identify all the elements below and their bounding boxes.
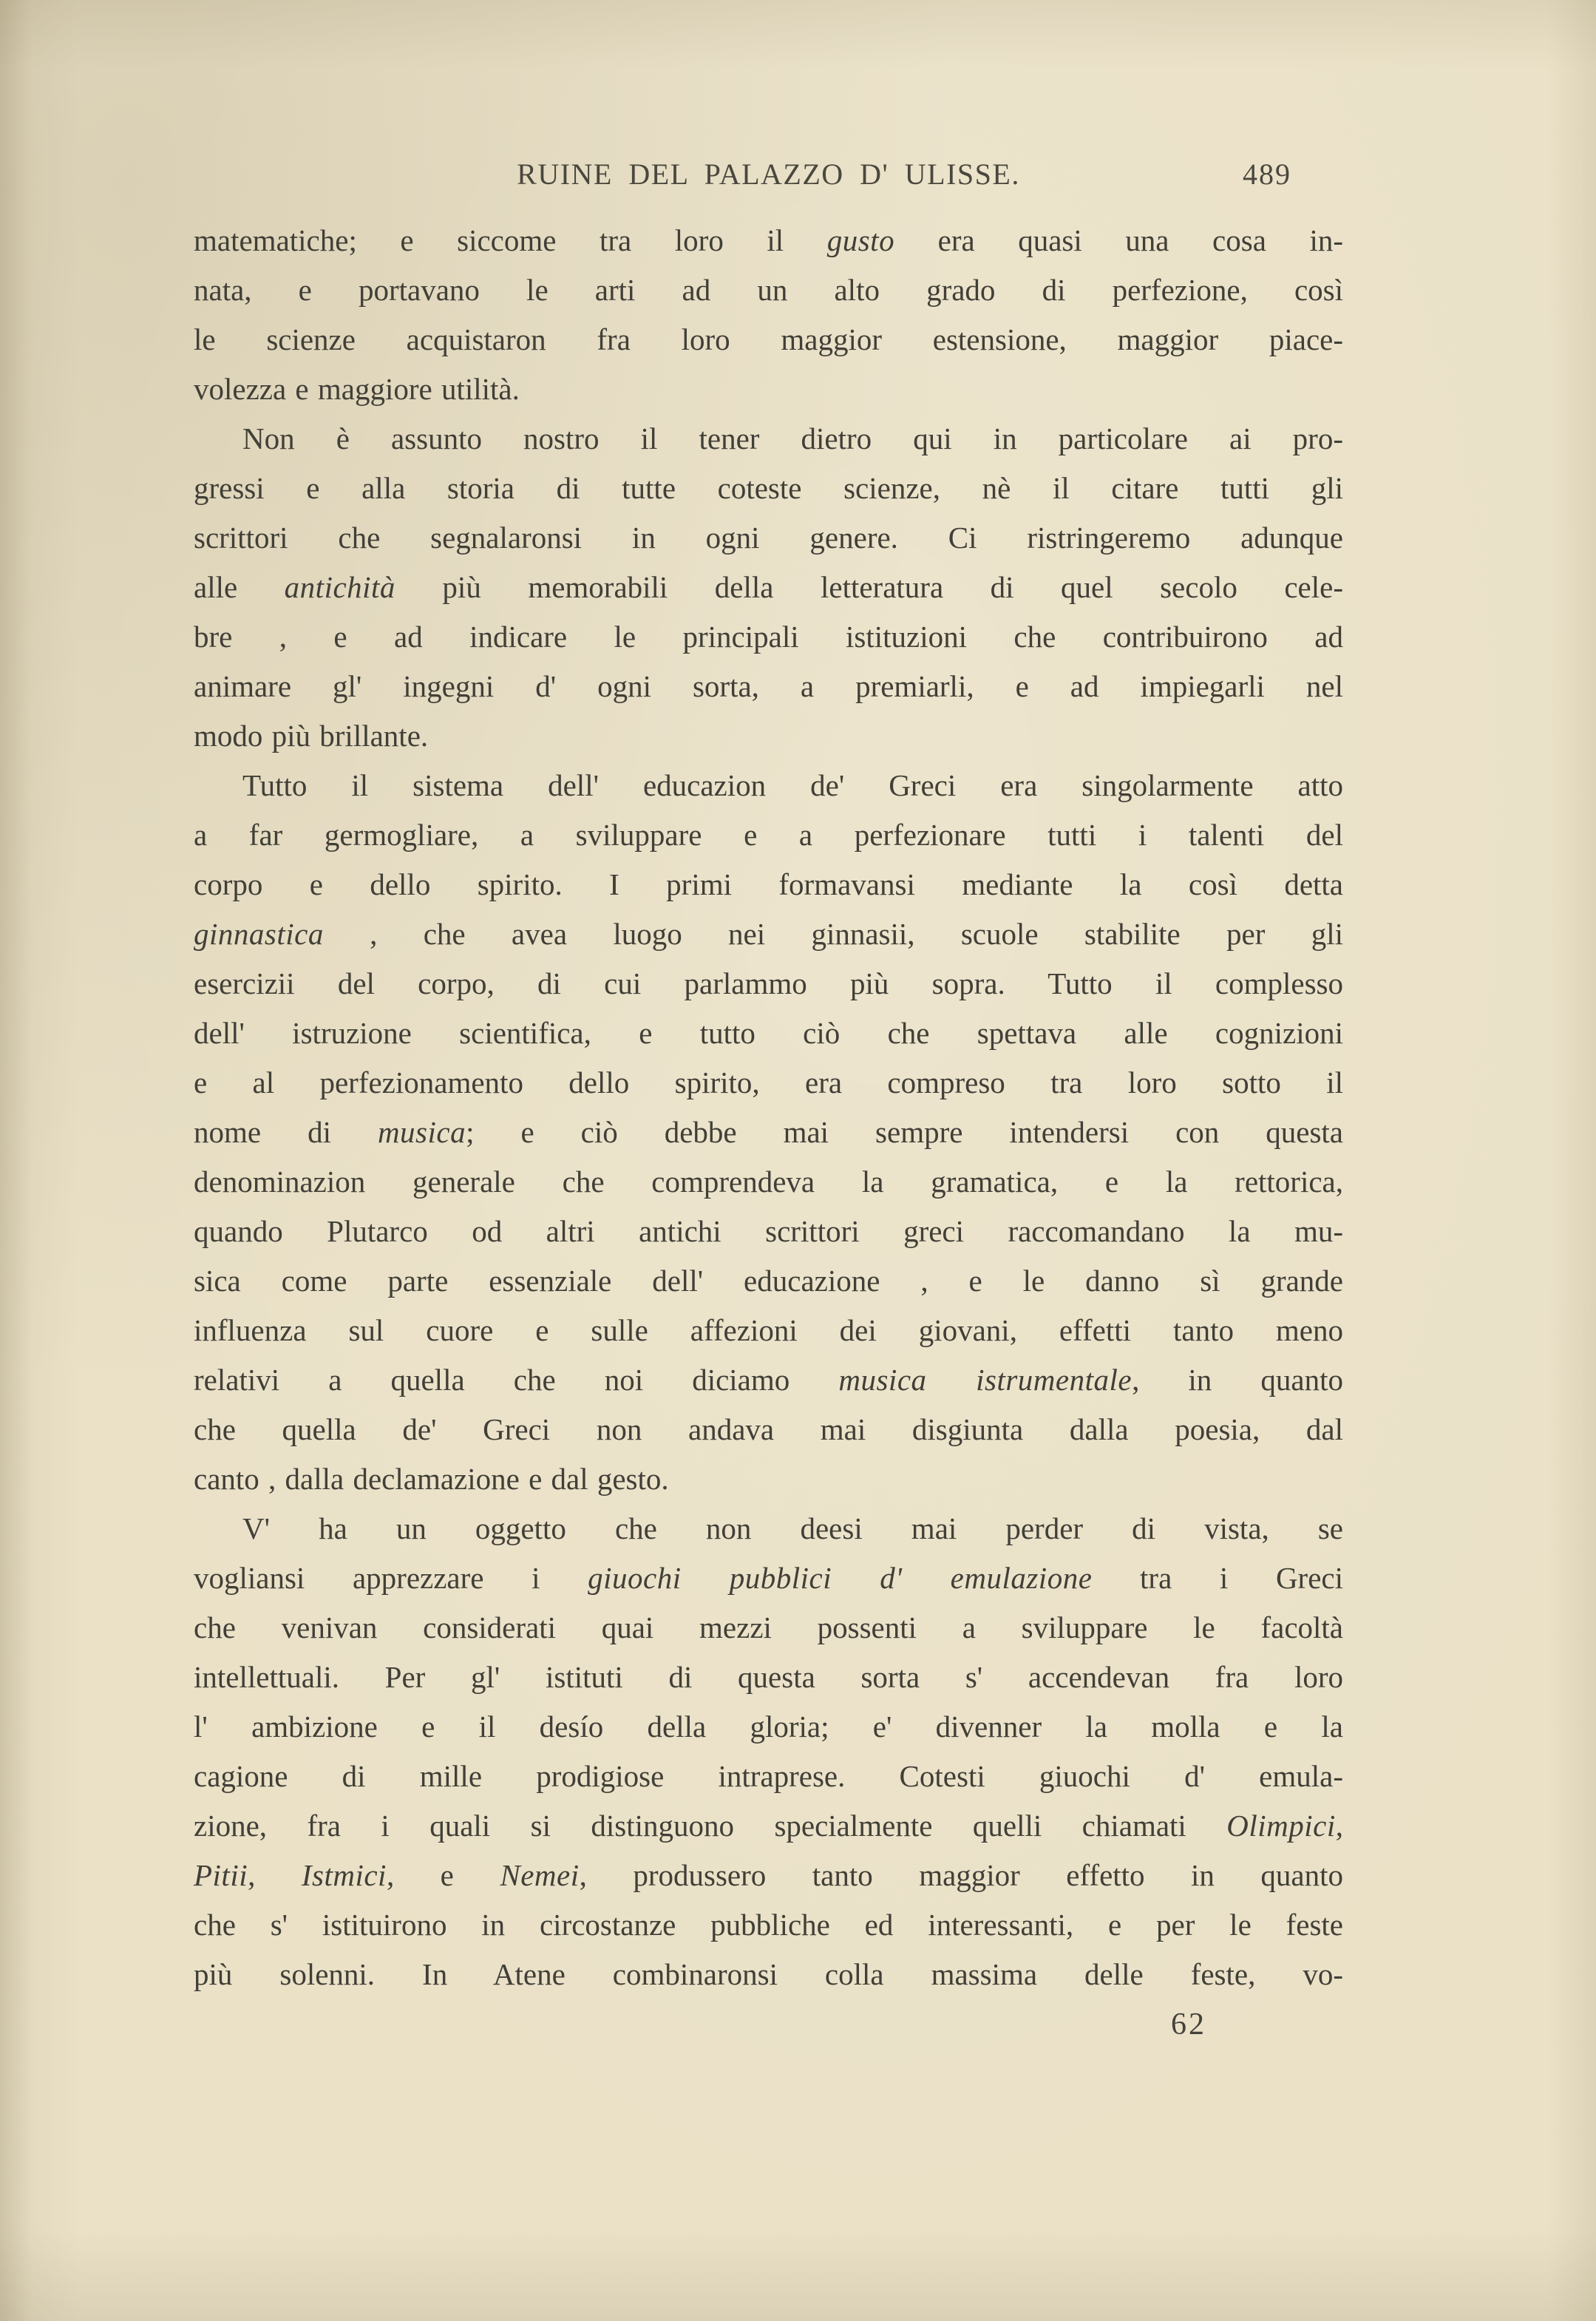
text-line: cagione di mille prodigiose intraprese. Cotesti giuochi d' emula-	[194, 1759, 1343, 1793]
text-line: quando Plutarco od altri antichi scrittori greci raccomandano la mu-	[194, 1214, 1343, 1248]
page-number: 489	[1243, 157, 1291, 191]
text-line: influenza sul cuore e sulle affezioni dei giovani, effetti tanto meno	[194, 1313, 1343, 1347]
text-line: modo più brillante.	[194, 719, 429, 753]
text-line: gressi e alla storia di tutte coteste scienze, nè il citare tutti gli	[194, 471, 1343, 505]
text-line: Pitii, Istmici, e Nemei, produssero tanto maggior effetto in quanto	[194, 1858, 1343, 1892]
text-line: che quella de' Greci non andava mai disgiunta dalla poesia, dal	[194, 1412, 1343, 1446]
text-line: denominazion generale che comprendeva la gramatica, e la rettorica,	[194, 1165, 1343, 1199]
text-line: relativi a quella che noi diciamo musica istrumentale, in quanto	[194, 1363, 1343, 1397]
text-line: corpo e dello spirito. I primi formavansi mediante la così detta	[194, 867, 1343, 901]
text-line: Tutto il sistema dell' educazion de' Greci era singolarmente atto	[242, 768, 1343, 802]
paragraph	[194, 1504, 1343, 1999]
text-line: sica come parte essenziale dell' educazione , e le danno sì grande	[194, 1264, 1343, 1298]
text-line: volezza e maggiore utilità.	[194, 372, 520, 406]
text-line: intellettuali. Per gl' istituti di questa sorta s' accendevan fra loro	[194, 1660, 1343, 1694]
text-line: più solenni. In Atene combinaronsi colla massima delle feste, vo-	[194, 1957, 1343, 1991]
running-head	[194, 157, 1343, 192]
paragraph	[194, 216, 1343, 414]
text-line: matematiche; e siccome tra loro il gusto era quasi una cosa in-	[194, 223, 1343, 257]
paragraph	[194, 761, 1343, 1504]
text-line: a far germogliare, a sviluppare e a perfezionare tutti i talenti del	[194, 818, 1343, 852]
text-line: che s' istituirono in circostanze pubbliche ed interessanti, e per le feste	[194, 1908, 1343, 1942]
text-line: vogliansi apprezzare i giuochi pubblici d' emulazione tra i Greci	[194, 1561, 1343, 1595]
text-line: animare gl' ingegni d' ogni sorta, a premiarli, e ad impiegarli nel	[194, 669, 1343, 703]
signature-mark: 62	[1171, 2007, 1206, 2042]
text-line: che venivan considerati quai mezzi possenti a sviluppare le facoltà	[194, 1610, 1343, 1644]
text-line: zione, fra i quali si distinguono specialmente quelli chiamati Olimpici,	[194, 1809, 1343, 1843]
text-line: alle antichità più memorabili della letteratura di quel secolo cele-	[194, 570, 1343, 604]
text-line: le scienze acquistaron fra loro maggior estensione, maggior piace-	[194, 322, 1343, 356]
text-line: esercizii del corpo, di cui parlammo più sopra. Tutto il complesso	[194, 966, 1343, 1000]
text-line: Non è assunto nostro il tener dietro qui in particolare ai pro-	[242, 421, 1343, 455]
text-line: V' ha un oggetto che non deesi mai perder di vista, se	[242, 1511, 1343, 1545]
paragraph	[194, 414, 1343, 761]
text-line: l' ambizione e il desío della gloria; e' divenner la molla e la	[194, 1710, 1343, 1744]
text-line: ginnastica , che avea luogo nei ginnasii, scuole stabilite per gli	[194, 917, 1343, 951]
text-block	[194, 216, 1343, 1999]
text-line: e al perfezionamento dello spirito, era compreso tra loro sotto il	[194, 1065, 1343, 1099]
text-line: dell' istruzione scientifica, e tutto ciò che spettava alle cognizioni	[194, 1016, 1343, 1050]
running-head-title: RUINE DEL PALAZZO D' ULISSE.	[517, 157, 1020, 191]
text-line: bre , e ad indicare le principali istituzioni che contribuirono ad	[194, 620, 1343, 654]
text-line: nata, e portavano le arti ad un alto grado di perfezione, così	[194, 273, 1343, 307]
text-line: scrittori che segnalaronsi in ogni genere. Ci ristringeremo adunque	[194, 521, 1343, 555]
text-line: canto , dalla declamazione e dal gesto.	[194, 1462, 669, 1496]
text-line: nome di musica; e ciò debbe mai sempre intendersi con questa	[194, 1115, 1343, 1149]
